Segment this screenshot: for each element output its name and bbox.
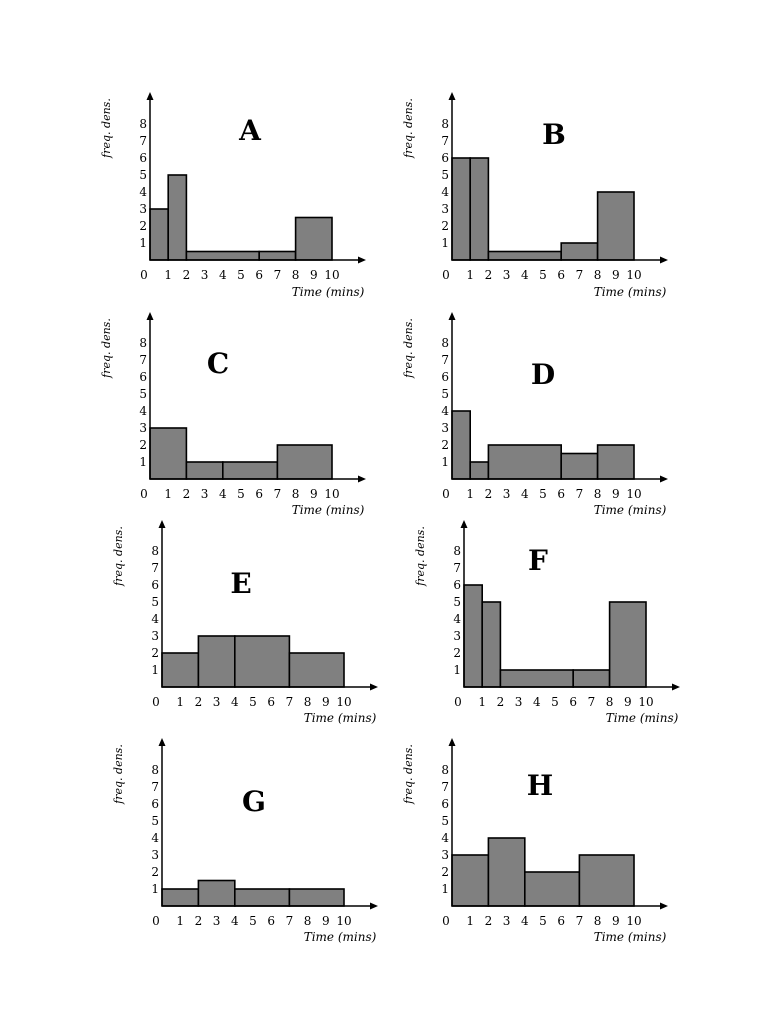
histogram-d-y-tick-6: 6 (441, 370, 449, 384)
histogram-e-x-label: Time (mins) (303, 711, 377, 725)
histogram-g-title: G (242, 785, 266, 818)
histogram-f-x-tick-9: 9 (623, 695, 632, 709)
histogram-b-x-tick-7: 7 (575, 268, 584, 282)
histogram-h-title: H (526, 769, 554, 802)
histogram-c-x-tick-4: 4 (218, 487, 227, 501)
histogram-d-title: D (530, 358, 556, 391)
histogram-c-x-tick-1: 1 (164, 487, 173, 501)
histogram-h-y-tick-8: 8 (441, 763, 449, 777)
histogram-c-x-tick-8: 8 (291, 487, 300, 501)
histogram-c-x-arrow (358, 476, 366, 483)
histogram-g-y-tick-7: 7 (151, 780, 159, 794)
histogram-e-x-tick-1: 1 (176, 695, 185, 709)
histogram-c-title: C (206, 347, 230, 380)
histogram-h-x-tick-10: 10 (626, 914, 642, 928)
histogram-d-y-tick-5: 5 (441, 387, 449, 401)
histogram-e-y-tick-8: 8 (151, 544, 159, 558)
histogram-b (402, 92, 668, 299)
histogram-f-x-tick-4: 4 (532, 695, 541, 709)
histogram-e (112, 520, 378, 725)
histogram-e-x-tick-4: 4 (230, 695, 239, 709)
histogram-b-y-label: freq. dens. (402, 98, 415, 158)
histogram-g-y-arrow (159, 738, 166, 746)
histogram-d-x-tick-2: 2 (484, 487, 493, 501)
histogram-a-y-tick-3: 3 (139, 202, 147, 216)
histogram-e-x-tick-2: 2 (194, 695, 203, 709)
histogram-f-y-tick-2: 2 (453, 646, 461, 660)
histogram-d-y-tick-1: 1 (441, 455, 449, 469)
histogram-a-x-tick-9: 9 (309, 268, 318, 282)
histogram-c-y-tick-4: 4 (139, 404, 147, 418)
histogram-e-title: E (230, 567, 252, 600)
histogram-f-x-tick-5: 5 (551, 695, 559, 709)
histogram-f-y-arrow (461, 520, 468, 528)
histogram-g-x-tick-0: 0 (152, 914, 160, 928)
histogram-e-x-tick-8: 8 (303, 695, 312, 709)
histogram-f-x-arrow (672, 684, 680, 691)
histogram-a-x-tick-8: 8 (291, 268, 300, 282)
histogram-g-y-label: freq. dens. (112, 744, 125, 804)
histogram-g-x-tick-8: 8 (303, 914, 312, 928)
histogram-e-y-tick-6: 6 (151, 578, 159, 592)
histogram-b-x-tick-6: 6 (557, 268, 566, 282)
histogram-a-x-tick-10: 10 (324, 268, 340, 282)
histogram-h-x-tick-7: 7 (575, 914, 584, 928)
histogram-d-x-tick-3: 3 (502, 487, 511, 501)
histogram-d-y-arrow (449, 312, 456, 320)
histogram-g-y-tick-4: 4 (151, 831, 159, 845)
histogram-e-x-tick-9: 9 (321, 695, 330, 709)
histogram-c-x-tick-5: 5 (237, 487, 245, 501)
histogram-a-x-label: Time (mins) (291, 285, 365, 299)
histogram-g-y-tick-5: 5 (151, 814, 159, 828)
histogram-b-bar-3 (561, 243, 597, 260)
histogram-h-y-tick-7: 7 (441, 780, 449, 794)
histogram-b-x-arrow (660, 257, 668, 264)
histogram-g-y-tick-6: 6 (151, 797, 159, 811)
histogram-f-x-tick-10: 10 (638, 695, 654, 709)
histogram-f-bar-3 (573, 670, 609, 687)
histogram-f-bar-4 (610, 602, 646, 687)
histogram-g-x-tick-9: 9 (321, 914, 330, 928)
histogram-h-x-arrow (660, 903, 668, 910)
histogram-g-y-tick-8: 8 (151, 763, 159, 777)
histogram-d-bar-4 (598, 445, 634, 479)
histogram-d-y-tick-8: 8 (441, 336, 449, 350)
histogram-f-y-label: freq. dens. (414, 526, 427, 586)
histogram-h-x-tick-3: 3 (502, 914, 511, 928)
histogram-f-y-tick-1: 1 (453, 663, 461, 677)
histogram-f-x-tick-2: 2 (496, 695, 505, 709)
histogram-e-y-label: freq. dens. (112, 526, 125, 586)
histogram-f-y-tick-8: 8 (453, 544, 461, 558)
histogram-f-y-tick-4: 4 (453, 612, 461, 626)
histogram-f-x-tick-3: 3 (514, 695, 523, 709)
histogram-d-bar-0 (452, 411, 470, 479)
histogram-a-y-tick-8: 8 (139, 117, 147, 131)
histogram-c-y-tick-6: 6 (139, 370, 147, 384)
histogram-b-bar-0 (452, 158, 470, 260)
histogram-b-bar-4 (598, 192, 634, 260)
histogram-d-y-tick-3: 3 (441, 421, 449, 435)
histogram-c-x-tick-7: 7 (273, 487, 282, 501)
histogram-b-y-tick-3: 3 (441, 202, 449, 216)
histogram-a-x-tick-6: 6 (255, 268, 264, 282)
histogram-b-x-tick-0: 0 (442, 268, 450, 282)
histogram-c-x-tick-0: 0 (140, 487, 148, 501)
histogram-a-y-tick-4: 4 (139, 185, 147, 199)
histogram-c-y-tick-7: 7 (139, 353, 147, 367)
histogram-h-x-tick-6: 6 (557, 914, 566, 928)
histogram-b-x-label: Time (mins) (593, 285, 667, 299)
histogram-d-y-tick-7: 7 (441, 353, 449, 367)
histogram-e-y-tick-4: 4 (151, 612, 159, 626)
histogram-d-x-tick-4: 4 (520, 487, 529, 501)
histogram-c-bar-3 (277, 445, 332, 479)
histogram-b-x-tick-4: 4 (520, 268, 529, 282)
histogram-h-y-tick-4: 4 (441, 831, 449, 845)
histogram-c-y-label: freq. dens. (100, 318, 113, 378)
histogram-a-y-tick-7: 7 (139, 134, 147, 148)
histogram-a-x-tick-2: 2 (182, 268, 191, 282)
histogram-a-x-tick-0: 0 (140, 268, 148, 282)
histogram-h-y-tick-2: 2 (441, 865, 449, 879)
histogram-h-y-tick-5: 5 (441, 814, 449, 828)
histogram-d-bar-2 (488, 445, 561, 479)
histogram-e-y-arrow (159, 520, 166, 528)
histogram-f-x-label: Time (mins) (605, 711, 679, 725)
histogram-d-x-tick-0: 0 (442, 487, 450, 501)
histogram-c-y-tick-8: 8 (139, 336, 147, 350)
histogram-g-bar-1 (198, 881, 234, 907)
histogram-e-x-tick-10: 10 (336, 695, 352, 709)
histogram-f-x-tick-1: 1 (478, 695, 487, 709)
histogram-b-bar-1 (470, 158, 488, 260)
histogram-g-bar-3 (289, 889, 344, 906)
histogram-a-bar-4 (296, 218, 332, 261)
histogram-a-bar-1 (168, 175, 186, 260)
histogram-g-y-tick-1: 1 (151, 882, 159, 896)
histogram-b-y-tick-7: 7 (441, 134, 449, 148)
histogram-a-bar-3 (259, 252, 295, 261)
histogram-c (100, 312, 366, 517)
histogram-a-x-arrow (358, 257, 366, 264)
histogram-h-bar-1 (488, 838, 524, 906)
histogram-b-x-tick-3: 3 (502, 268, 511, 282)
histogram-a-x-tick-3: 3 (200, 268, 209, 282)
histogram-f-y-tick-6: 6 (453, 578, 461, 592)
histogram-g-x-tick-4: 4 (230, 914, 239, 928)
histogram-h-x-tick-5: 5 (539, 914, 547, 928)
histogram-f-x-tick-6: 6 (569, 695, 578, 709)
histogram-f-bar-2 (500, 670, 573, 687)
histogram-f-x-tick-8: 8 (605, 695, 614, 709)
histogram-f-bar-0 (464, 585, 482, 687)
histogram-h-y-arrow (449, 738, 456, 746)
histogram-g-x-tick-7: 7 (285, 914, 294, 928)
histogram-e-bar-1 (198, 636, 234, 687)
histogram-e-x-tick-6: 6 (267, 695, 276, 709)
histogram-f-x-tick-0: 0 (454, 695, 462, 709)
histogram-h-x-tick-2: 2 (484, 914, 493, 928)
histogram-h-y-tick-1: 1 (441, 882, 449, 896)
histogram-f-y-tick-7: 7 (453, 561, 461, 575)
histogram-g-x-tick-10: 10 (336, 914, 352, 928)
histogram-h-x-tick-0: 0 (442, 914, 450, 928)
histogram-e-y-tick-1: 1 (151, 663, 159, 677)
histogram-e-bar-3 (289, 653, 344, 687)
histogram-e-x-arrow (370, 684, 378, 691)
histogram-f-y-tick-3: 3 (453, 629, 461, 643)
histogram-f (414, 520, 680, 725)
histogram-d (402, 312, 668, 517)
histogram-d-x-tick-6: 6 (557, 487, 566, 501)
histogram-c-y-tick-1: 1 (139, 455, 147, 469)
histogram-b-y-tick-8: 8 (441, 117, 449, 131)
histogram-g-x-tick-6: 6 (267, 914, 276, 928)
histogram-a-x-tick-5: 5 (237, 268, 245, 282)
histogram-e-y-tick-7: 7 (151, 561, 159, 575)
histogram-d-y-label: freq. dens. (402, 318, 415, 378)
histogram-e-x-tick-3: 3 (212, 695, 221, 709)
histogram-a-y-tick-6: 6 (139, 151, 147, 165)
histogram-e-bar-0 (162, 653, 198, 687)
histogram-b-y-tick-6: 6 (441, 151, 449, 165)
histogram-d-x-label: Time (mins) (593, 503, 667, 517)
histogram-h-x-tick-8: 8 (593, 914, 602, 928)
histogram-a (100, 92, 366, 299)
histogram-d-x-tick-9: 9 (611, 487, 620, 501)
histogram-c-x-tick-3: 3 (200, 487, 209, 501)
histogram-g-x-label: Time (mins) (303, 930, 377, 944)
histogram-c-y-tick-3: 3 (139, 421, 147, 435)
histogram-h-x-tick-4: 4 (520, 914, 529, 928)
histogram-h-y-tick-6: 6 (441, 797, 449, 811)
histogram-c-y-tick-2: 2 (139, 438, 147, 452)
histogram-c-x-tick-9: 9 (309, 487, 318, 501)
histogram-g-bar-2 (235, 889, 290, 906)
histogram-h-x-tick-1: 1 (466, 914, 475, 928)
histogram-f-bar-1 (482, 602, 500, 687)
histogram-c-y-arrow (147, 312, 154, 320)
histogram-c-x-label: Time (mins) (291, 503, 365, 517)
histogram-b-x-tick-9: 9 (611, 268, 620, 282)
histogram-d-x-tick-5: 5 (539, 487, 547, 501)
histogram-f-y-tick-5: 5 (453, 595, 461, 609)
histogram-b-x-tick-10: 10 (626, 268, 642, 282)
histogram-c-x-tick-10: 10 (324, 487, 340, 501)
histogram-g-x-tick-5: 5 (249, 914, 257, 928)
histogram-e-y-tick-5: 5 (151, 595, 159, 609)
histogram-d-y-tick-4: 4 (441, 404, 449, 418)
histogram-c-bar-0 (150, 428, 186, 479)
histogram-b-y-tick-5: 5 (441, 168, 449, 182)
histogram-b-y-tick-2: 2 (441, 219, 449, 233)
histogram-d-bar-1 (470, 462, 488, 479)
histogram-e-y-tick-2: 2 (151, 646, 159, 660)
histogram-b-y-tick-4: 4 (441, 185, 449, 199)
histogram-e-bar-2 (235, 636, 290, 687)
histogram-a-x-tick-4: 4 (218, 268, 227, 282)
histogram-c-bar-1 (186, 462, 222, 479)
histogram-a-y-tick-2: 2 (139, 219, 147, 233)
histogram-g-y-tick-3: 3 (151, 848, 159, 862)
histogram-b-x-tick-2: 2 (484, 268, 493, 282)
histogram-b-x-tick-8: 8 (593, 268, 602, 282)
histogram-a-y-tick-5: 5 (139, 168, 147, 182)
histogram-f-title: F (528, 544, 548, 577)
histogram-g-x-arrow (370, 903, 378, 910)
histogram-d-x-tick-8: 8 (593, 487, 602, 501)
histogram-d-x-tick-7: 7 (575, 487, 584, 501)
histogram-d-x-arrow (660, 476, 668, 483)
histogram-g (112, 738, 378, 944)
histogram-h-y-label: freq. dens. (402, 744, 415, 804)
histogram-c-x-tick-2: 2 (182, 487, 191, 501)
histogram-a-y-tick-1: 1 (139, 236, 147, 250)
histogram-g-x-tick-2: 2 (194, 914, 203, 928)
histogram-h-bar-0 (452, 855, 488, 906)
histogram-d-bar-3 (561, 454, 597, 480)
histogram-f-x-tick-7: 7 (587, 695, 596, 709)
histogram-g-y-tick-2: 2 (151, 865, 159, 879)
histogram-a-y-arrow (147, 92, 154, 100)
histogram-h-y-tick-3: 3 (441, 848, 449, 862)
histogram-g-x-tick-3: 3 (212, 914, 221, 928)
histogram-e-x-tick-7: 7 (285, 695, 294, 709)
histogram-a-bar-2 (186, 252, 259, 261)
histogram-b-y-tick-1: 1 (441, 236, 449, 250)
histogram-e-x-tick-5: 5 (249, 695, 257, 709)
histogram-a-y-label: freq. dens. (100, 98, 113, 158)
histogram-h-x-tick-9: 9 (611, 914, 620, 928)
histogram-b-bar-2 (488, 252, 561, 261)
histogram-b-x-tick-5: 5 (539, 268, 547, 282)
histogram-a-bar-0 (150, 209, 168, 260)
histogram-d-x-tick-1: 1 (466, 487, 475, 501)
histogram-e-y-tick-3: 3 (151, 629, 159, 643)
histogram-g-bar-0 (162, 889, 198, 906)
histogram-b-y-arrow (449, 92, 456, 100)
histogram-h (402, 738, 668, 944)
histogram-b-title: B (542, 118, 566, 151)
histogram-e-x-tick-0: 0 (152, 695, 160, 709)
histogram-h-x-label: Time (mins) (593, 930, 667, 944)
histogram-a-x-tick-1: 1 (164, 268, 173, 282)
histogram-c-x-tick-6: 6 (255, 487, 264, 501)
histogram-c-y-tick-5: 5 (139, 387, 147, 401)
histogram-a-title: A (239, 114, 261, 147)
histogram-d-x-tick-10: 10 (626, 487, 642, 501)
histogram-g-x-tick-1: 1 (176, 914, 185, 928)
histogram-h-bar-2 (525, 872, 580, 906)
histogram-a-x-tick-7: 7 (273, 268, 282, 282)
histogram-h-bar-3 (579, 855, 634, 906)
histogram-c-bar-2 (223, 462, 278, 479)
histogram-d-y-tick-2: 2 (441, 438, 449, 452)
histogram-b-x-tick-1: 1 (466, 268, 475, 282)
